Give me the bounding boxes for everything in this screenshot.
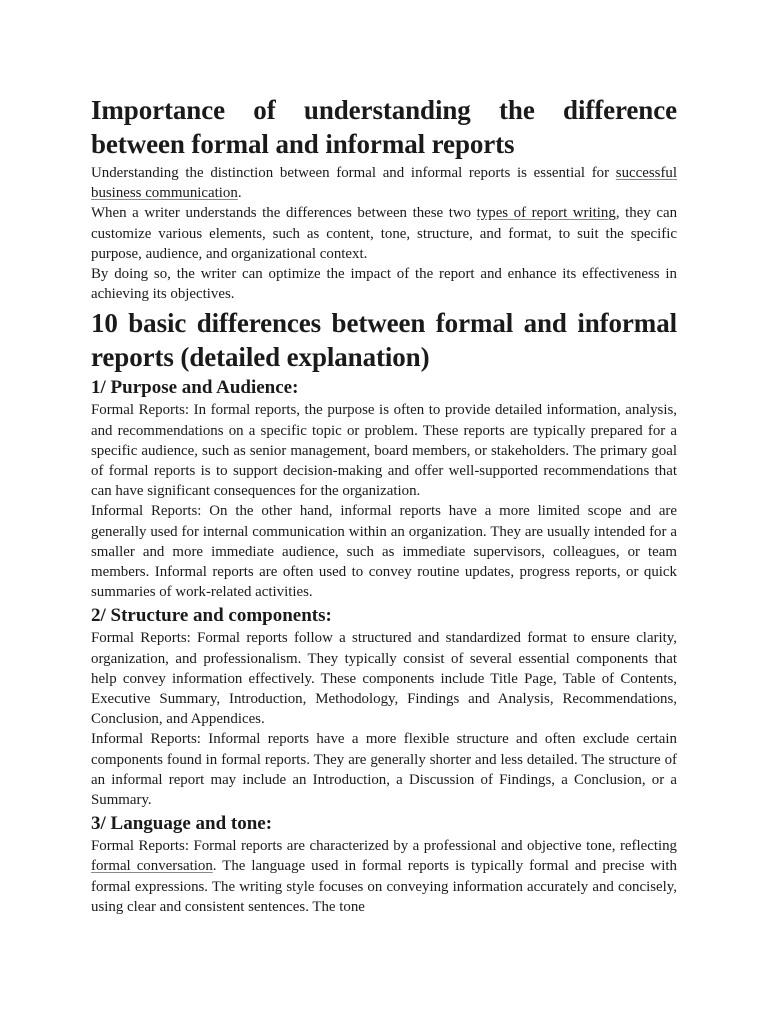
intro-paragraph-1 bbox=[91, 163, 677, 203]
heading-differences: 10 basic differences between formal and informal reports (detailed explanation) bbox=[91, 308, 677, 373]
link-formal-conversation[interactable]: formal conversation bbox=[91, 858, 213, 875]
section-3-formal-text: Formal Reports: Formal reports are characterized by a professional and objective tone, reflecting bbox=[91, 838, 677, 855]
intro-paragraph-2 bbox=[91, 203, 677, 264]
section-3-formal bbox=[91, 836, 677, 917]
section-1-formal: Formal Reports: In formal reports, the purpose is often to provide detailed information, analysis, and recommendations on a specific topic or problem. These reports are typically prepared for a specific audience, such as senior management, board members, or stakeholders. The primary goal of formal reports is to support decision-making and offer well-supported recommendations that can have significant consequences for the organization. bbox=[91, 402, 677, 500]
section-1-informal: Informal Reports: On the other hand, informal reports have a more limited scope and are generally used for internal communication within an organization. They are usually intended for a smaller and more immediate audience, such as immediate supervisors, colleagues, or team members. Informal reports are often used to convey routine updates, progress reports, or quick summaries of work-related activities. bbox=[91, 503, 677, 601]
intro-p2-text: When a writer understands the differences between these two bbox=[91, 205, 477, 222]
section-3-title: 3/ Language and tone: bbox=[91, 813, 273, 835]
intro-p1-text: Understanding the distinction between formal and informal reports is essential for bbox=[91, 165, 616, 181]
section-3-formal-end: . The language used in formal reports is typically formal and precise with formal expressions. The writing style focuses on conveying information accurately and concisely, using clear and consistent sentences. The tone bbox=[91, 858, 677, 915]
section-2-informal: Informal Reports: Informal reports have a more flexible structure and often exclude certain components found in formal reports. They are generally shorter and less detailed. The structure of an informal report may include an Introduction, a Discussion of Findings, a Conclusion, or a Summary. bbox=[91, 731, 677, 809]
heading-importance: Importance of understanding the difference between formal and informal reports bbox=[91, 95, 677, 159]
document-page bbox=[91, 93, 677, 917]
section-2-title: 2/ Structure and components: bbox=[91, 605, 332, 627]
link-types-of-report-writing[interactable]: types of report writing bbox=[476, 205, 616, 222]
intro-p2-end: , they can customize various elements, such as content, tone, structure, and format, to suit the specific purpose, audience, and organizational context. bbox=[91, 205, 678, 262]
section-2-formal: Formal Reports: Formal reports follow a structured and standardized format to ensure clarity, organization, and professionalism. They typically consist of several essential components that help convey information effectively. These components include Title Page, Table of Contents, Executive Summary, Introduction, Methodology, Findings and Analysis, Recommendations, Conclusion, and Appendices. bbox=[91, 630, 677, 728]
intro-p1-end: . bbox=[237, 185, 242, 202]
intro-paragraph-3: By doing so, the writer can optimize the impact of the report and enhance its effectiveness in achieving its objectives. bbox=[91, 266, 677, 303]
link-successful-business-communication[interactable]: successful business communication bbox=[91, 165, 677, 202]
section-1-title: 1/ Purpose and Audience: bbox=[91, 377, 299, 399]
